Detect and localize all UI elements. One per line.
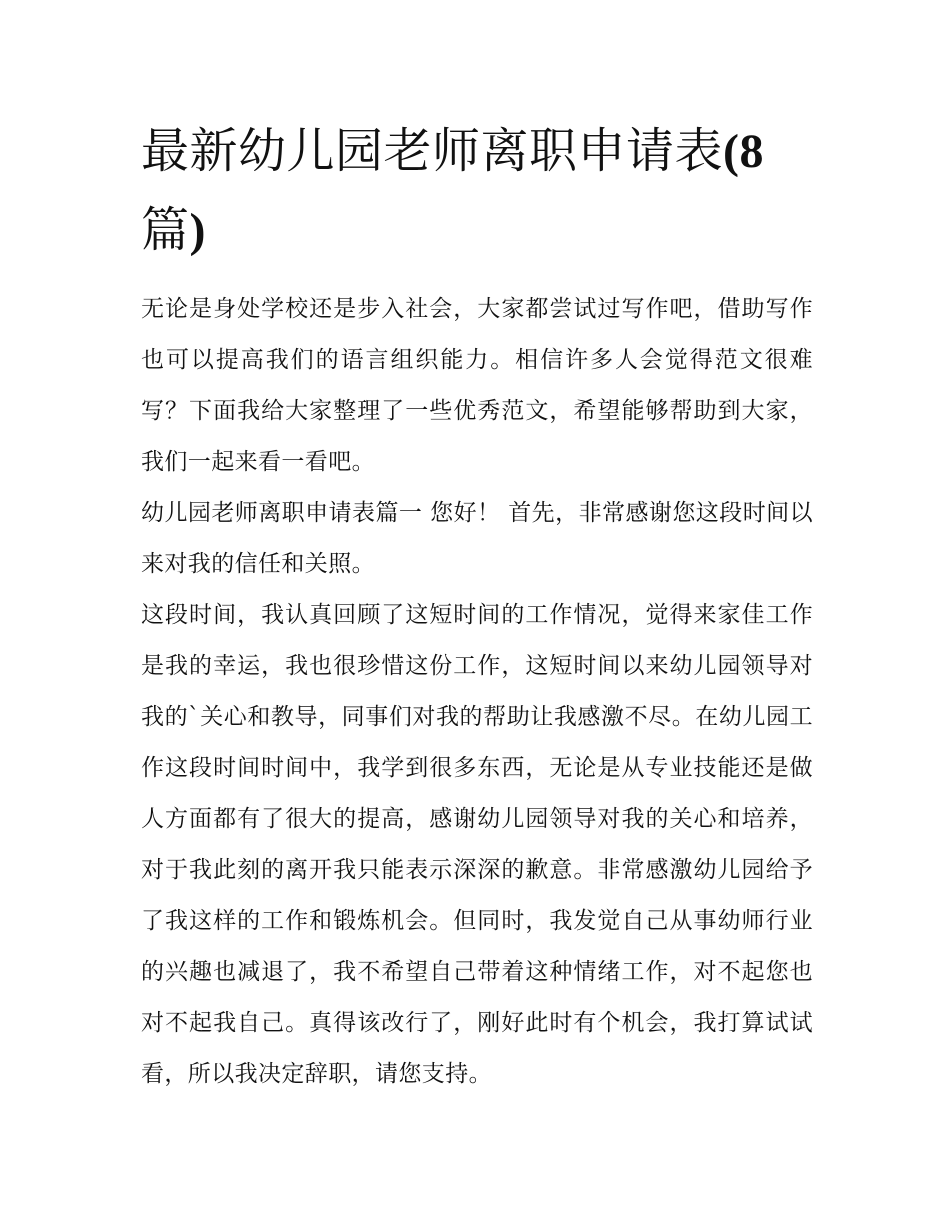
- document-title-line2: 篇: [141, 202, 190, 258]
- document-title-main: 最新幼儿园老师离职申请表: [141, 123, 724, 179]
- document-title: [141, 112, 813, 270]
- document-title-paren-open: (8: [723, 125, 764, 178]
- document-content: [141, 112, 813, 1100]
- document-body: [141, 284, 813, 1100]
- greeting-paragraph: 幼儿园老师离职申请表篇一 您好！ 首先，非常感谢您这段时间以来对我的信任和关照。: [141, 500, 813, 577]
- document-title-paren-close: ): [189, 204, 206, 257]
- intro-paragraph: 无论是身处学校还是步入社会，大家都尝试过写作吧，借助写作也可以提高我们的语言组织能力。相信许多人会觉得范文很难写？下面我给大家整理了一些优秀范文，希望能够帮助到大家，我们一起来看一看吧。: [141, 296, 813, 475]
- main-paragraph: 这段时间，我认真回顾了这短时间的工作情况，觉得来家佳工作是我的幸运，我也很珍惜这份工作，这短时间以来幼儿园领导对我的`关心和教导，同事们对我的帮助让我感激不尽。在幼儿园工作这段时间时间中，我学到很多东西，无论是从专业技能还是做人方面都有了很大的提高，感谢幼儿园领导对我的关心和培养，对于我此刻的离开我只能表示深深的歉意。非常感激幼儿园给予了我这样的工作和锻炼机会。但同时，我发觉自己从事幼师行业的兴趣也减退了，我不希望自己带着这种情绪工作，对不起您也对不起我自己。真得该改行了，刚好此时有个机会，我打算试试看，所以我决定辞职，请您支持。: [141, 602, 813, 1087]
